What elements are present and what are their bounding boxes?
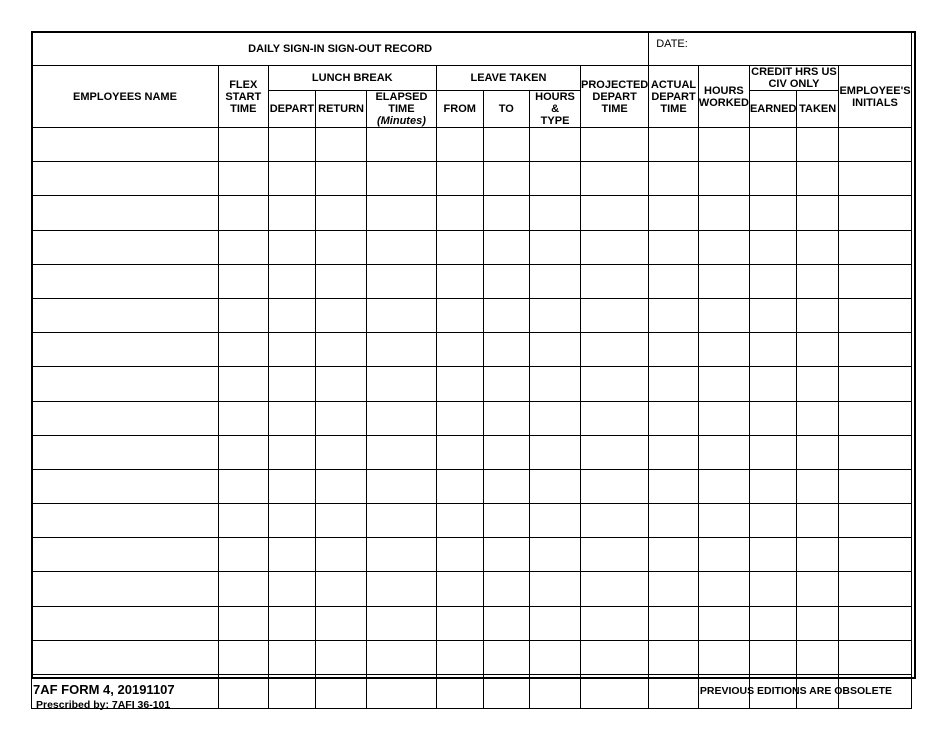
entry-cell-name[interactable] [32, 128, 219, 162]
entry-cell-elapsed[interactable] [366, 572, 436, 606]
entry-cell-initials[interactable] [838, 606, 911, 640]
entry-cell-elapsed[interactable] [366, 606, 436, 640]
entry-cell-elapsed[interactable] [366, 298, 436, 332]
entry-cell-credit-earned[interactable] [749, 504, 796, 538]
entry-cell-leave-to[interactable] [483, 572, 530, 606]
entry-cell-credit-taken[interactable] [797, 469, 839, 503]
entry-cell-actual[interactable] [649, 401, 699, 435]
entry-cell-projected[interactable] [580, 435, 648, 469]
entry-cell-projected[interactable] [580, 298, 648, 332]
entry-cell-hours-worked[interactable] [698, 572, 749, 606]
entry-cell-initials[interactable] [838, 367, 911, 401]
date-field[interactable] [649, 32, 912, 66]
entry-cell-hours-type[interactable] [530, 264, 581, 298]
entry-cell-credit-earned[interactable] [749, 367, 796, 401]
entry-cell-leave-from[interactable] [436, 640, 483, 674]
entry-cell-projected[interactable] [580, 264, 648, 298]
entry-cell-flex-start[interactable] [218, 264, 268, 298]
entry-cell-lunch-depart[interactable] [268, 435, 316, 469]
entry-cell-credit-earned[interactable] [749, 469, 796, 503]
header-projected-depart-time: PROJECTED DEPART TIME [580, 66, 648, 128]
entry-cell-leave-to[interactable] [483, 640, 530, 674]
entry-cell-credit-earned[interactable] [749, 572, 796, 606]
header-employees-name: EMPLOYEES NAME [32, 66, 219, 128]
entry-cell-elapsed[interactable] [366, 469, 436, 503]
entry-cell-projected[interactable] [580, 572, 648, 606]
entry-cell-elapsed[interactable] [366, 401, 436, 435]
entry-cell-actual[interactable] [649, 504, 699, 538]
entry-cell-actual[interactable] [649, 196, 699, 230]
entry-cell-lunch-depart[interactable] [268, 504, 316, 538]
entry-cell-actual[interactable] [649, 640, 699, 674]
entry-cell-flex-start[interactable] [218, 469, 268, 503]
entry-cell-leave-to[interactable] [483, 504, 530, 538]
entry-cell-lunch-depart[interactable] [268, 538, 316, 572]
table-row [32, 538, 912, 572]
entry-cell-hours-type[interactable] [530, 675, 581, 709]
entry-cell-hours-type[interactable] [530, 469, 581, 503]
entry-cell-initials[interactable] [838, 298, 911, 332]
sign-in-table [31, 31, 912, 709]
entry-cell-hours-type[interactable] [530, 128, 581, 162]
entry-cell-hours-type[interactable] [530, 538, 581, 572]
entry-cell-leave-from[interactable] [436, 435, 483, 469]
entry-cell-credit-taken[interactable] [797, 298, 839, 332]
header-flex-start-time: FLEX START TIME [218, 66, 268, 128]
entry-cell-credit-taken[interactable] [797, 640, 839, 674]
entry-cell-leave-to[interactable] [483, 606, 530, 640]
entry-cell-hours-type[interactable] [530, 435, 581, 469]
entry-cell-projected[interactable] [580, 504, 648, 538]
entry-cell-leave-from[interactable] [436, 469, 483, 503]
entry-cell-name[interactable] [32, 264, 219, 298]
entry-cell-leave-to[interactable] [483, 538, 530, 572]
entry-cell-actual[interactable] [649, 230, 699, 264]
entry-cell-hours-type[interactable] [530, 333, 581, 367]
entry-cell-credit-earned[interactable] [749, 333, 796, 367]
header-hours-type: HOURS & TYPE [530, 91, 581, 128]
entry-cell-lunch-return[interactable] [316, 572, 367, 606]
table-row [32, 469, 912, 503]
footer-left [33, 682, 175, 711]
entry-cell-credit-taken[interactable] [797, 196, 839, 230]
entry-cell-initials[interactable] [838, 196, 911, 230]
entry-cell-elapsed[interactable] [366, 538, 436, 572]
entry-cell-elapsed[interactable] [366, 264, 436, 298]
entry-cell-lunch-depart[interactable] [268, 333, 316, 367]
entry-cell-lunch-depart[interactable] [268, 230, 316, 264]
entry-cell-credit-earned[interactable] [749, 606, 796, 640]
entry-cell-leave-from[interactable] [436, 367, 483, 401]
header-actual-depart-time: ACTUAL DEPART TIME [649, 66, 699, 128]
header-lunch-break: LUNCH BREAK [268, 66, 436, 91]
entry-cell-leave-to[interactable] [483, 367, 530, 401]
entry-cell-flex-start[interactable] [218, 675, 268, 709]
entry-cell-lunch-depart[interactable] [268, 298, 316, 332]
entry-cell-lunch-return[interactable] [316, 538, 367, 572]
entry-cell-leave-from[interactable] [436, 298, 483, 332]
entry-cell-initials[interactable] [838, 230, 911, 264]
entry-cell-leave-from[interactable] [436, 504, 483, 538]
entry-cell-credit-taken[interactable] [797, 538, 839, 572]
entry-cell-lunch-depart[interactable] [268, 469, 316, 503]
entry-cell-hours-worked[interactable] [698, 162, 749, 196]
entry-cell-leave-from[interactable] [436, 606, 483, 640]
entry-cell-initials[interactable] [838, 504, 911, 538]
entry-cell-credit-earned[interactable] [749, 264, 796, 298]
entry-cell-flex-start[interactable] [218, 504, 268, 538]
table-row [32, 298, 912, 332]
entry-cell-flex-start[interactable] [218, 298, 268, 332]
table-row [32, 572, 912, 606]
entry-cell-hours-type[interactable] [530, 401, 581, 435]
header-leave-from: FROM [436, 91, 483, 128]
entry-cell-lunch-return[interactable] [316, 435, 367, 469]
entry-cell-lunch-return[interactable] [316, 298, 367, 332]
prescribed-by: Prescribed by: 7AFI 36-101 [36, 699, 171, 711]
entry-cell-credit-taken[interactable] [797, 264, 839, 298]
entry-cell-leave-to[interactable] [483, 162, 530, 196]
entry-cell-leave-to[interactable] [483, 435, 530, 469]
entry-cell-actual[interactable] [649, 162, 699, 196]
entry-cell-initials[interactable] [838, 128, 911, 162]
entry-cell-elapsed[interactable] [366, 333, 436, 367]
entry-cell-name[interactable] [32, 469, 219, 503]
entry-cell-lunch-return[interactable] [316, 196, 367, 230]
entry-cell-name[interactable] [32, 298, 219, 332]
form-id: 7AF FORM 4, 20191107 [33, 682, 175, 697]
entry-cell-hours-worked[interactable] [698, 606, 749, 640]
entry-cell-leave-to[interactable] [483, 128, 530, 162]
entry-cell-flex-start[interactable] [218, 162, 268, 196]
entry-cell-initials[interactable] [838, 538, 911, 572]
entry-cell-hours-worked[interactable] [698, 401, 749, 435]
entry-cell-projected[interactable] [580, 675, 648, 709]
entry-cell-credit-taken[interactable] [797, 230, 839, 264]
table-row [32, 606, 912, 640]
entry-cell-lunch-depart[interactable] [268, 606, 316, 640]
entry-cell-credit-taken[interactable] [797, 572, 839, 606]
entry-cell-lunch-return[interactable] [316, 333, 367, 367]
entry-cell-name[interactable] [32, 162, 219, 196]
entry-cell-hours-worked[interactable] [698, 640, 749, 674]
entry-cell-flex-start[interactable] [218, 401, 268, 435]
header-employees-initials: EMPLOYEE'S INITIALS [838, 66, 911, 128]
table-row [32, 435, 912, 469]
header-credit-earned: EARNED [749, 91, 796, 128]
header-credit-taken: TAKEN [797, 91, 839, 128]
entry-cell-credit-earned[interactable] [749, 162, 796, 196]
entry-cell-lunch-depart[interactable] [268, 162, 316, 196]
entry-cell-hours-worked[interactable] [698, 230, 749, 264]
entry-cell-elapsed[interactable] [366, 230, 436, 264]
entry-cell-leave-to[interactable] [483, 401, 530, 435]
entry-cell-lunch-return[interactable] [316, 675, 367, 709]
entry-cell-elapsed[interactable] [366, 675, 436, 709]
entry-cell-credit-earned[interactable] [749, 401, 796, 435]
entry-cell-leave-to[interactable] [483, 298, 530, 332]
entry-cell-credit-earned[interactable] [749, 230, 796, 264]
table-row [32, 196, 912, 230]
entry-cell-hours-worked[interactable] [698, 367, 749, 401]
entry-cell-elapsed[interactable] [366, 435, 436, 469]
table-row [32, 367, 912, 401]
entry-cell-actual[interactable] [649, 333, 699, 367]
entry-cell-actual[interactable] [649, 128, 699, 162]
entry-cell-flex-start[interactable] [218, 640, 268, 674]
obsolete-notice: PREVIOUS EDITIONS ARE OBSOLETE [699, 685, 892, 697]
entry-cell-lunch-depart[interactable] [268, 128, 316, 162]
entry-cell-elapsed[interactable] [366, 196, 436, 230]
entry-cell-leave-from[interactable] [436, 675, 483, 709]
entry-cell-actual[interactable] [649, 264, 699, 298]
form-title: DAILY SIGN-IN SIGN-OUT RECORD [32, 32, 649, 66]
entry-cell-actual[interactable] [649, 469, 699, 503]
entry-cell-flex-start[interactable] [218, 538, 268, 572]
entry-cell-projected[interactable] [580, 640, 648, 674]
entry-cell-flex-start[interactable] [218, 128, 268, 162]
entry-cell-projected[interactable] [580, 469, 648, 503]
entry-cell-leave-to[interactable] [483, 196, 530, 230]
table-row [32, 128, 912, 162]
entry-cell-name[interactable] [32, 606, 219, 640]
entry-cell-hours-worked[interactable] [698, 435, 749, 469]
entry-cell-lunch-depart[interactable] [268, 196, 316, 230]
header-hours-worked: HOURS WORKED [698, 66, 749, 128]
entry-cell-hours-worked[interactable] [698, 538, 749, 572]
entry-cell-projected[interactable] [580, 606, 648, 640]
entry-cell-hours-worked[interactable] [698, 298, 749, 332]
entry-cell-elapsed[interactable] [366, 162, 436, 196]
entry-cell-flex-start[interactable] [218, 196, 268, 230]
entry-cell-hours-type[interactable] [530, 640, 581, 674]
entry-cell-lunch-depart[interactable] [268, 675, 316, 709]
entry-cell-leave-to[interactable] [483, 675, 530, 709]
entry-cell-name[interactable] [32, 572, 219, 606]
entry-cell-hours-worked[interactable] [698, 333, 749, 367]
entry-cell-elapsed[interactable] [366, 504, 436, 538]
entry-cell-leave-from[interactable] [436, 401, 483, 435]
entry-cell-lunch-depart[interactable] [268, 264, 316, 298]
entry-cell-leave-from[interactable] [436, 230, 483, 264]
entry-cell-credit-earned[interactable] [749, 128, 796, 162]
entry-cell-credit-taken[interactable] [797, 162, 839, 196]
entry-cell-leave-to[interactable] [483, 230, 530, 264]
entry-cell-hours-type[interactable] [530, 606, 581, 640]
entry-cell-lunch-return[interactable] [316, 162, 367, 196]
entry-cell-hours-worked[interactable] [698, 469, 749, 503]
entry-cell-initials[interactable] [838, 333, 911, 367]
entry-cell-leave-from[interactable] [436, 572, 483, 606]
entry-cell-leave-from[interactable] [436, 128, 483, 162]
entry-cell-projected[interactable] [580, 367, 648, 401]
entry-cell-lunch-return[interactable] [316, 367, 367, 401]
header-lunch-depart: DEPART [268, 91, 316, 128]
entry-cell-hours-type[interactable] [530, 196, 581, 230]
table-row [32, 230, 912, 264]
entry-cell-projected[interactable] [580, 333, 648, 367]
entry-cell-credit-earned[interactable] [749, 298, 796, 332]
entry-cell-name[interactable] [32, 435, 219, 469]
entry-cell-hours-worked[interactable] [698, 264, 749, 298]
entry-cell-flex-start[interactable] [218, 435, 268, 469]
entry-cell-lunch-return[interactable] [316, 401, 367, 435]
entry-cell-credit-taken[interactable] [797, 367, 839, 401]
entry-cell-lunch-depart[interactable] [268, 367, 316, 401]
entry-cell-lunch-return[interactable] [316, 230, 367, 264]
entry-cell-lunch-return[interactable] [316, 504, 367, 538]
table-row [32, 640, 912, 674]
entry-cell-hours-type[interactable] [530, 298, 581, 332]
entry-cell-lunch-return[interactable] [316, 264, 367, 298]
entry-cell-projected[interactable] [580, 196, 648, 230]
entry-cell-hours-worked[interactable] [698, 504, 749, 538]
entry-cell-projected[interactable] [580, 401, 648, 435]
entry-cell-lunch-return[interactable] [316, 640, 367, 674]
entry-cell-elapsed[interactable] [366, 640, 436, 674]
entry-cell-actual[interactable] [649, 606, 699, 640]
entry-cell-leave-to[interactable] [483, 264, 530, 298]
entry-cell-projected[interactable] [580, 128, 648, 162]
entry-cell-name[interactable] [32, 401, 219, 435]
entry-cell-flex-start[interactable] [218, 572, 268, 606]
entry-cell-credit-taken[interactable] [797, 333, 839, 367]
header-lunch-return: RETURN [316, 91, 367, 128]
entry-cell-hours-worked[interactable] [698, 128, 749, 162]
header-leave-taken: LEAVE TAKEN [436, 66, 580, 91]
entry-cell-leave-from[interactable] [436, 196, 483, 230]
entry-cell-name[interactable] [32, 367, 219, 401]
entry-cell-flex-start[interactable] [218, 367, 268, 401]
entry-cell-initials[interactable] [838, 401, 911, 435]
entry-cell-credit-earned[interactable] [749, 640, 796, 674]
entry-cell-lunch-return[interactable] [316, 469, 367, 503]
header-elapsed-time: ELAPSED TIME (Minutes) [366, 91, 436, 128]
entry-cell-actual[interactable] [649, 538, 699, 572]
entry-cell-lunch-return[interactable] [316, 128, 367, 162]
entry-cell-flex-start[interactable] [218, 230, 268, 264]
entry-cell-leave-to[interactable] [483, 469, 530, 503]
entry-cell-actual[interactable] [649, 675, 699, 709]
entry-cell-projected[interactable] [580, 230, 648, 264]
entry-cell-actual[interactable] [649, 367, 699, 401]
header-leave-to: TO [483, 91, 530, 128]
entry-cell-leave-to[interactable] [483, 333, 530, 367]
entry-cell-projected[interactable] [580, 538, 648, 572]
date-label: DATE: [656, 38, 688, 50]
entry-cell-hours-type[interactable] [530, 367, 581, 401]
entry-cell-name[interactable] [32, 196, 219, 230]
entry-cell-hours-type[interactable] [530, 572, 581, 606]
entry-cell-hours-type[interactable] [530, 230, 581, 264]
entry-cell-credit-earned[interactable] [749, 538, 796, 572]
table-row [32, 162, 912, 196]
entry-cell-credit-earned[interactable] [749, 435, 796, 469]
entry-cell-initials[interactable] [838, 162, 911, 196]
entry-cell-actual[interactable] [649, 572, 699, 606]
entry-cell-credit-taken[interactable] [797, 504, 839, 538]
entry-cell-name[interactable] [32, 538, 219, 572]
sign-in-form [31, 31, 916, 679]
entry-cell-projected[interactable] [580, 162, 648, 196]
entry-cell-lunch-return[interactable] [316, 606, 367, 640]
entry-cell-credit-taken[interactable] [797, 606, 839, 640]
entry-cell-hours-type[interactable] [530, 162, 581, 196]
entry-cell-elapsed[interactable] [366, 367, 436, 401]
table-row [32, 333, 912, 367]
entry-cell-actual[interactable] [649, 298, 699, 332]
entry-cell-name[interactable] [32, 640, 219, 674]
entry-cell-leave-from[interactable] [436, 162, 483, 196]
entry-cell-lunch-depart[interactable] [268, 572, 316, 606]
entry-cell-name[interactable] [32, 333, 219, 367]
entry-cell-name[interactable] [32, 504, 219, 538]
entry-cell-lunch-depart[interactable] [268, 401, 316, 435]
entry-cell-hours-type[interactable] [530, 504, 581, 538]
entry-cell-credit-taken[interactable] [797, 128, 839, 162]
header-credit-hrs: CREDIT HRS US CIV ONLY [751, 66, 837, 90]
entry-cell-credit-taken[interactable] [797, 435, 839, 469]
entry-cell-flex-start[interactable] [218, 333, 268, 367]
entry-cell-actual[interactable] [649, 435, 699, 469]
entry-cell-name[interactable] [32, 230, 219, 264]
table-row [32, 264, 912, 298]
entry-cell-flex-start[interactable] [218, 606, 268, 640]
entry-cell-credit-earned[interactable] [749, 196, 796, 230]
entry-cell-initials[interactable] [838, 469, 911, 503]
entry-cell-lunch-depart[interactable] [268, 640, 316, 674]
entry-cell-initials[interactable] [838, 264, 911, 298]
entry-cell-initials[interactable] [838, 572, 911, 606]
entry-cell-initials[interactable] [838, 435, 911, 469]
entry-cell-elapsed[interactable] [366, 128, 436, 162]
table-row [32, 504, 912, 538]
entry-cell-hours-worked[interactable] [698, 196, 749, 230]
entry-cell-credit-taken[interactable] [797, 401, 839, 435]
entry-cell-initials[interactable] [838, 640, 911, 674]
entry-cell-leave-from[interactable] [436, 333, 483, 367]
entry-cell-leave-from[interactable] [436, 538, 483, 572]
table-row [32, 401, 912, 435]
entry-cell-leave-from[interactable] [436, 264, 483, 298]
